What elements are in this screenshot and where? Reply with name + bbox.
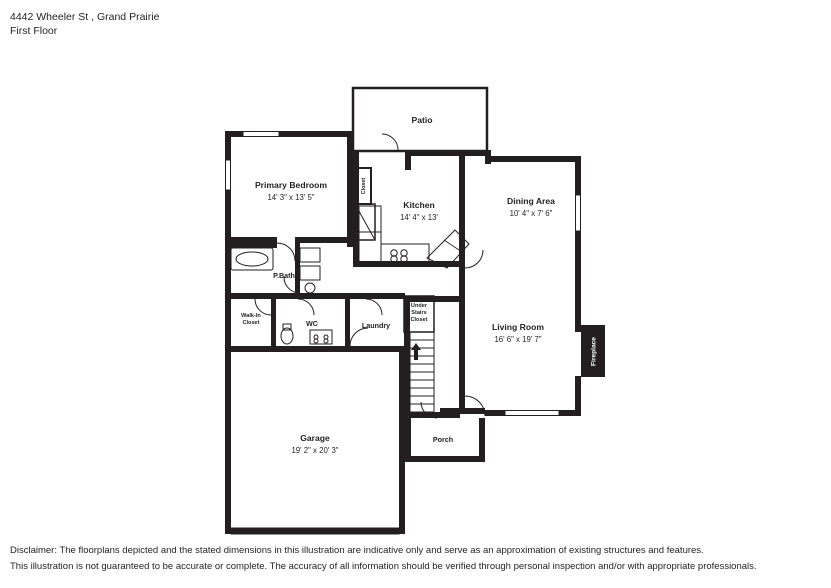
- dining-area-name: Dining Area: [507, 196, 555, 206]
- wall-right-upper: [575, 156, 581, 332]
- living-room-name: Living Room: [491, 322, 545, 332]
- wall-bedroom-bottom-right: [295, 237, 353, 243]
- room-label-garage: [230, 433, 400, 456]
- wall-dining-top: [485, 156, 581, 162]
- wc-name: WC: [306, 319, 318, 328]
- primary-bath-name: P.Bath: [273, 271, 295, 280]
- wall-pbath-right: [295, 243, 300, 293]
- wall-pbath-top: [225, 243, 277, 248]
- wall-porch-bottom: [405, 456, 485, 462]
- dining-area-dimensions: 10' 4" x 7' 6": [509, 209, 553, 218]
- wall-bedroom-bottom-left: [225, 237, 277, 243]
- room-label-primary-bath: [234, 270, 334, 281]
- garage-name: Garage: [300, 433, 330, 443]
- disclaimer-line-2: This illustration is not guaranteed to be accurate or complete. The accuracy of all information should be verified through personal inspection and/or with appropriate professionals.: [10, 561, 757, 572]
- garage-dimensions: 19' 2" x 20' 3": [291, 446, 339, 455]
- room-label-patio: [358, 115, 486, 126]
- room-label-porch: [405, 434, 481, 445]
- room-label-wc: [282, 318, 342, 329]
- room-label-primary-bedroom: [227, 180, 355, 203]
- kitchen-dimensions: 14' 4" x 13': [400, 213, 438, 222]
- room-label-kitchen: [364, 200, 474, 223]
- primary-bedroom-name: Primary Bedroom: [254, 180, 328, 190]
- patio-name: Patio: [411, 115, 433, 125]
- kitchen-name: Kitchen: [403, 200, 435, 210]
- fireplace-label: Fireplace: [590, 337, 598, 366]
- wall-midband-top: [225, 293, 405, 299]
- room-label-dining-area: [481, 196, 581, 219]
- under-stairs-line3: Closet: [410, 317, 428, 323]
- stairs-direction-arrow: [411, 343, 421, 360]
- primary-bedroom-dimensions: 14' 3" x 13' 5": [267, 193, 315, 202]
- room-label-under-stairs-closet: [404, 303, 434, 324]
- wall-garage-bottom: [225, 528, 405, 534]
- room-label-walk-in-closet: [228, 313, 274, 327]
- wall-kitchen-top: [405, 150, 491, 156]
- staircase: [410, 332, 434, 412]
- floor-label: First Floor: [10, 25, 58, 37]
- walk-in-closet-name-line2: Closet: [242, 320, 260, 326]
- walk-in-closet-name-line1: Walk-In: [241, 313, 261, 319]
- wall-porch-top: [440, 408, 485, 414]
- wall-pbath-left: [225, 243, 231, 293]
- wall-kitchen-notch: [405, 150, 411, 170]
- room-label-living-room: [462, 322, 574, 345]
- laundry-name: Laundry: [361, 321, 391, 330]
- porch-name: Porch: [432, 435, 454, 444]
- living-room-dimensions: 16' 6" x 19' 7": [494, 335, 542, 344]
- property-address: 4442 Wheeler St , Grand Prairie: [10, 11, 160, 23]
- disclaimer-line-1: Disclaimer: The floorplans depicted and the stated dimensions in this illustration are indicative only and serve as an approximation of existing structures and features.: [10, 545, 704, 556]
- wall-stairs-top: [404, 296, 460, 302]
- disclaimer: [10, 543, 770, 575]
- room-label-laundry: [348, 320, 404, 331]
- bedroom-closet-label: Closet: [361, 177, 367, 195]
- under-stairs-line1: Under: [410, 303, 428, 309]
- wall-midband-bottom: [225, 346, 405, 352]
- under-stairs-line2: Stairs: [411, 310, 427, 316]
